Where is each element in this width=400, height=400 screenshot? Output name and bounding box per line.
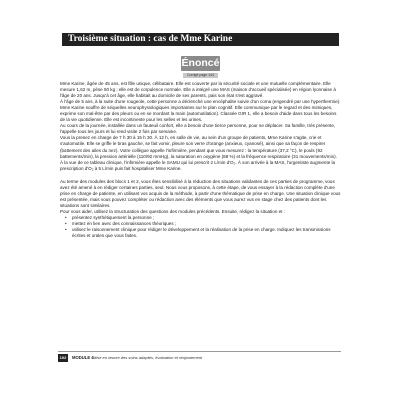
paragraph-medical-history: À l'âge de 5 ans, à la suite d'une rougeole, cette personne a déclenché une encéphalite suivie d'un coma (engendré par une hyperthermie). Mme Karine souffre de séquelles neurophysiologiques importantes sur le plan cognitif. Elle communique par le regard et des mimiques, exprime son mal-être par des pleurs ou en se mordant la main (automutilation). Classée GIR 1, elle a besoin d'aide dans tous les besoins de la vie quotidienne. Elle est incontinente pour les selles et les urines. <box>60 99 341 123</box>
footer-divider <box>58 351 341 352</box>
section-header-bar <box>62 33 339 46</box>
section-title: Troisième situation : cas de Mme Karine <box>68 34 233 44</box>
paragraph-guidance: Pour vous aider, utilisez la structuration des questions des modules précédents. Ensuite, rédigez la situation et : <box>60 208 285 214</box>
enonce-label: Énoncé <box>181 57 220 69</box>
paragraph-patient-profile: Mme Karine, âgée de 45 ans, est fille unique, célibataire. Elle est couverte par la sécurité sociale et une mutuelle complémentaire. Elle mesure 1,62 m, pèse 50 kg ; elle est de corpulence normale. Elle a intégré une MAS (maison d'accueil spécialisée) en région lyonnaise à l'âge de 20 ans. Jusqu'à cet âge, elle habitait au domicile de ses parents, pais son état s'est aggravé. <box>60 81 336 99</box>
paragraph-incident: Vous la prenez en charge de 7 h 30 à 15 h 30. À 12 h, en salle de vie, au sein d'un groupe de patients, Mme Karine s'agite, crie et s'automutile. Elle se griffe le bras gauche, se fait vomir, pleure son verre d'orange (anxieux, cyanosé), ainsi que sa façon de respirer (battement des ailes du nez). Votre collègue appelle l'infirmière, pendant que vous mesurez : la température (37,2 °C), le pouls (92 battements/min), la pression artérielle (110/92 mmHg), la saturation en oxygène (88 %) et la fréquence respiratoire (31 mouvements/min). À la vue de ce tableau clinique, l'infirmière appelle le SAMU qui lui prescrit 2 L/min d'O₂. À son arrivée à la MAS, l'urgentiste augmente la prescription d'O₂ à 5 L/min puis fait hospitaliser Mme Karine. <box>60 135 337 171</box>
paragraph-instructions: Au terme des modules des blocs 1 et 2, vous êtes sensibilisé à la réduction des situations validantes de ces parties de programme, vous avez été amené à en rédiger certaines parties, seul. Nous vous proposons, à cette étape, de vous essayer à la rédaction complète d'une prise en charge de patiente, en utilisant vos acquis de la méthode, à partir d'une thématique de prise en charge. Une situation clinique vous est présentée, mais vous pouvez compléter ou rédaction avec des éléments que vous aurez vus en stage chez des patients dont les situations sont similaires. <box>60 178 341 208</box>
task-list-item: • mettez en lien avec des connaissances théoriques ; <box>60 221 341 227</box>
task-list <box>60 215 341 239</box>
paragraph-daily-life: Au cours de la journée, installée dans un fauteuil confort, elle a besoin d'une tierce personne, pour se déplacer. Sa famille, très présente, l'appelle tous les jours et lui rend visite 2 fois par semaine. <box>60 123 336 135</box>
corrige-reference-tag <box>183 73 218 78</box>
task-list-item: • présentez synthétiquement la personne ; <box>60 215 341 221</box>
footer-caption: Mise en œuvre des soins adaptés, évaluation et réajustement <box>93 355 203 360</box>
corrige-reference-text: Corrigé page 144 <box>186 73 215 77</box>
task-list-item: • utilisez le raisonnement clinique pour rédiger le développement et la réalisation de la prise en charge. Indiquez les transmissions écrites et orales que vous faites. <box>60 227 341 239</box>
case-statement-body <box>60 81 341 239</box>
page-number: 102 <box>59 355 67 360</box>
footer-module-label: MODULE 4 <box>72 355 94 360</box>
paragraph-spacer <box>60 172 341 179</box>
enonce-badge <box>181 56 220 71</box>
